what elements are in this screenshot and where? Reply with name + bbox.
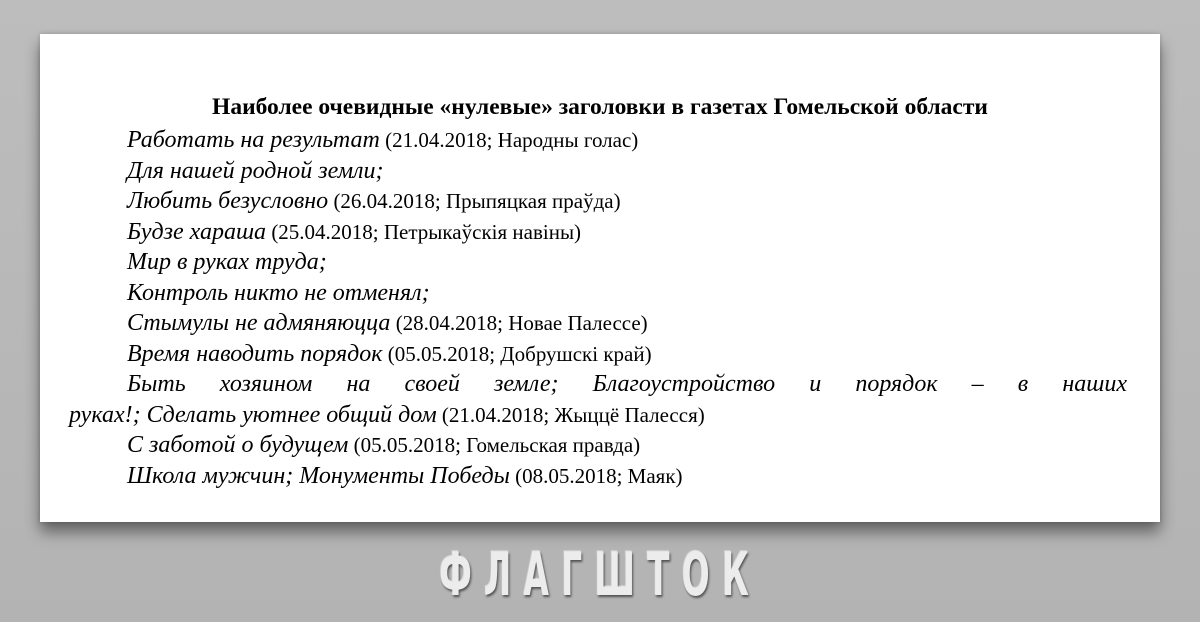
- headline-text: Любить безусловно: [127, 188, 329, 214]
- headline-text: Быть хозяином на своей земле; Благоустройство и порядок – в наших: [127, 371, 1127, 397]
- list-item: [127, 247, 1127, 278]
- headline-text: Школа мужчин; Монументы Победы: [127, 462, 510, 489]
- headline-text: Мир в руках труда;: [127, 249, 327, 275]
- headline-text: Для нашей родной земли;: [127, 157, 384, 184]
- list-item: [127, 339, 1127, 370]
- list-item: [127, 217, 1127, 248]
- source-text: (21.04.2018; Народны голас): [379, 128, 639, 152]
- headline-text: руках!; Сделать уютнее общий дом: [69, 401, 437, 428]
- source-text: (05.05.2018; Гомельская правда): [348, 433, 641, 457]
- list-item-continuation: [69, 400, 1127, 431]
- source-text: (05.05.2018; Добрушскі край): [382, 341, 652, 366]
- list-item: [127, 156, 1127, 187]
- headline-text: Стымулы не адмяняюцца: [127, 310, 391, 336]
- headline-text: Будзе хараша: [127, 218, 267, 245]
- list-item: [127, 186, 1127, 217]
- list-item: [127, 430, 1127, 461]
- headline-text: С заботой о будущем: [127, 432, 349, 458]
- list-item: [127, 125, 1127, 156]
- list-item: [127, 278, 1127, 309]
- source-text: (21.04.2018; Жыццё Палесся): [436, 402, 705, 427]
- document-page: [40, 34, 1160, 522]
- headline-text: Контроль никто не отменял;: [127, 279, 430, 306]
- headline-list: [69, 125, 1127, 491]
- document-title: Наиболее очевидные «нулевые» заголовки в газетах Гомельской области: [212, 94, 988, 120]
- list-item: [127, 461, 1127, 492]
- headline-text: Работать на результат: [127, 127, 380, 153]
- source-text: (26.04.2018; Прыпяцкая праўда): [328, 189, 621, 213]
- source-text: (08.05.2018; Маяк): [509, 463, 683, 488]
- flagshtok-logo: ФЛАГШТОК: [439, 540, 761, 610]
- source-text: (28.04.2018; Новае Палессе): [390, 311, 648, 335]
- source-text: (25.04.2018; Петрыкаўскія навіны): [266, 219, 582, 244]
- list-item: [127, 308, 1127, 339]
- list-item: [127, 369, 1127, 400]
- headline-text: Время наводить порядок: [127, 340, 383, 367]
